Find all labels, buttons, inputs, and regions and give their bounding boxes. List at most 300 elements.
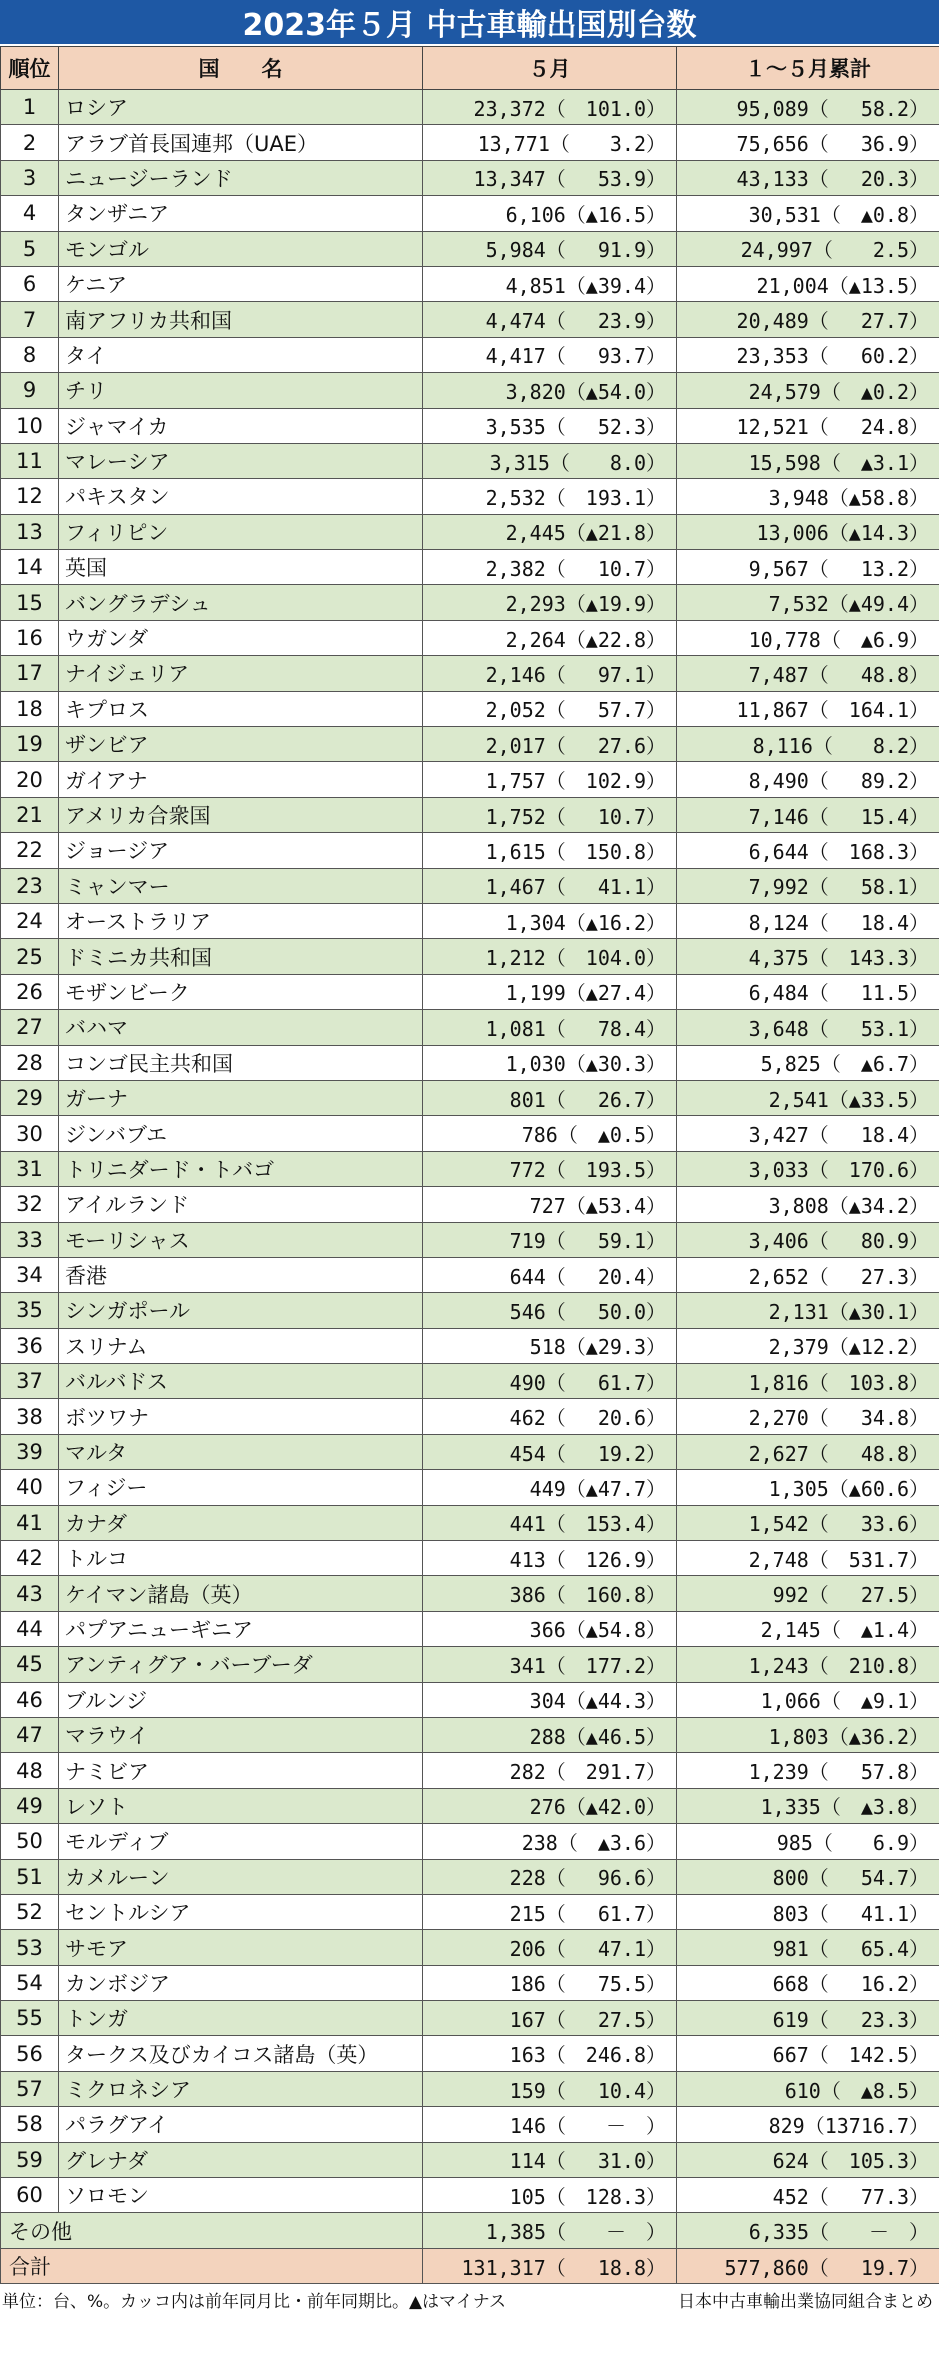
table-row [1, 231, 939, 266]
country-cell: ウガンダ [59, 620, 423, 655]
table-row [1, 1788, 939, 1823]
rank-cell: 17 [1, 656, 59, 691]
total-row [1, 2248, 939, 2283]
country-cell: ドミニカ共和国 [59, 939, 423, 974]
cumulative-cell: 23,353（ 60.2） [677, 337, 939, 372]
rank-cell: 52 [1, 1894, 59, 1929]
may-cell: 215（ 61.7） [423, 1894, 677, 1929]
country-cell: アメリカ合衆国 [59, 797, 423, 832]
header-rank: 順位 [1, 47, 59, 90]
rank-cell: 60 [1, 2178, 59, 2213]
rank-cell: 38 [1, 1399, 59, 1434]
cumulative-cell: 3,808（▲34.2） [677, 1187, 939, 1222]
rank-cell: 21 [1, 797, 59, 832]
may-cell: 1,615（ 150.8） [423, 833, 677, 868]
country-cell: セントルシア [59, 1894, 423, 1929]
country-cell: ミャンマー [59, 868, 423, 903]
rank-cell: 3 [1, 160, 59, 195]
cumulative-cell: 2,379（▲12.2） [677, 1328, 939, 1363]
may-cell: 1,752（ 10.7） [423, 797, 677, 832]
may-cell: 801（ 26.7） [423, 1080, 677, 1115]
country-cell: ニュージーランド [59, 160, 423, 195]
cumulative-cell: 7,992（ 58.1） [677, 868, 939, 903]
rank-cell: 31 [1, 1151, 59, 1186]
may-cell: 3,535（ 52.3） [423, 408, 677, 443]
cumulative-cell: 1,803（▲36.2） [677, 1717, 939, 1752]
may-cell: 6,106（▲16.5） [423, 196, 677, 231]
may-cell: 159（ 10.4） [423, 2071, 677, 2106]
table-row [1, 125, 939, 160]
cumulative-cell: 668（ 16.2） [677, 1965, 939, 2000]
country-cell: トリニダード・トバゴ [59, 1151, 423, 1186]
may-cell: 386（ 160.8） [423, 1576, 677, 1611]
country-cell: タークス及びカイコス諸島（英） [59, 2036, 423, 2071]
country-cell: ガイアナ [59, 762, 423, 797]
may-cell: 186（ 75.5） [423, 1965, 677, 2000]
table-row [1, 160, 939, 195]
country-cell: ナイジェリア [59, 656, 423, 691]
cumulative-cell: 5,825（ ▲6.7） [677, 1045, 939, 1080]
may-cell: 4,417（ 93.7） [423, 337, 677, 372]
rank-cell: 29 [1, 1080, 59, 1115]
country-cell: トンガ [59, 2001, 423, 2036]
country-cell: オーストラリア [59, 903, 423, 938]
country-cell: グレナダ [59, 2142, 423, 2177]
cumulative-cell: 829（13716.7） [677, 2107, 939, 2142]
table-row [1, 302, 939, 337]
cumulative-cell: 1,243（ 210.8） [677, 1647, 939, 1682]
cumulative-cell: 624（ 105.3） [677, 2142, 939, 2177]
country-cell: アラブ首長国連邦（UAE） [59, 125, 423, 160]
rank-cell: 54 [1, 1965, 59, 2000]
table-row [1, 1010, 939, 1045]
table-row [1, 550, 939, 585]
table-row [1, 1364, 939, 1399]
cumulative-cell: 30,531（ ▲0.8） [677, 196, 939, 231]
cumulative-cell: 4,375（ 143.3） [677, 939, 939, 974]
table-row [1, 479, 939, 514]
may-cell: 167（ 27.5） [423, 2001, 677, 2036]
cumulative-cell: 43,133（ 20.3） [677, 160, 939, 195]
cumulative-cell: 2,541（▲33.5） [677, 1080, 939, 1115]
country-cell: マレーシア [59, 443, 423, 478]
cumulative-cell: 985（ 6.9） [677, 1824, 939, 1859]
cumulative-cell: 3,406（ 80.9） [677, 1222, 939, 1257]
table-body [1, 90, 939, 2213]
may-cell: 13,771（ 3.2） [423, 125, 677, 160]
cumulative-cell: 1,239（ 57.8） [677, 1753, 939, 1788]
cumulative-cell: 11,867（ 164.1） [677, 691, 939, 726]
may-cell: 413（ 126.9） [423, 1541, 677, 1576]
rank-cell: 42 [1, 1541, 59, 1576]
cumulative-cell: 992（ 27.5） [677, 1576, 939, 1611]
table-row [1, 90, 939, 125]
table-row [1, 2107, 939, 2142]
rank-cell: 2 [1, 125, 59, 160]
cumulative-cell: 8,490（ 89.2） [677, 762, 939, 797]
cumulative-cell: 6,484（ 11.5） [677, 974, 939, 1009]
cumulative-cell: 1,305（▲60.6） [677, 1470, 939, 1505]
other-row [1, 2213, 939, 2248]
country-cell: マルタ [59, 1434, 423, 1469]
may-cell: 1,467（ 41.1） [423, 868, 677, 903]
rank-cell: 49 [1, 1788, 59, 1823]
rank-cell: 33 [1, 1222, 59, 1257]
may-cell: 1,081（ 78.4） [423, 1010, 677, 1045]
table-row [1, 1859, 939, 1894]
country-cell: ジャマイカ [59, 408, 423, 443]
table-row [1, 1930, 939, 1965]
header-row [1, 47, 939, 90]
cumulative-cell: 8,124（ 18.4） [677, 903, 939, 938]
rank-cell: 9 [1, 373, 59, 408]
may-cell: 228（ 96.6） [423, 1859, 677, 1894]
cumulative-cell: 610（ ▲8.5） [677, 2071, 939, 2106]
cumulative-cell: 1,542（ 33.6） [677, 1505, 939, 1540]
may-cell: 644（ 20.4） [423, 1257, 677, 1292]
country-cell: モルディブ [59, 1824, 423, 1859]
cumulative-cell: 803（ 41.1） [677, 1894, 939, 1929]
table-row [1, 1894, 939, 1929]
cumulative-cell: 2,627（ 48.8） [677, 1434, 939, 1469]
table-row [1, 1222, 939, 1257]
country-cell: アイルランド [59, 1187, 423, 1222]
may-cell: 1,212（ 104.0） [423, 939, 677, 974]
may-cell: 163（ 246.8） [423, 2036, 677, 2071]
may-cell: 366（▲54.8） [423, 1611, 677, 1646]
may-cell: 454（ 19.2） [423, 1434, 677, 1469]
cumulative-cell: 1,335（ ▲3.8） [677, 1788, 939, 1823]
country-cell: サモア [59, 1930, 423, 1965]
cumulative-cell: 7,487（ 48.8） [677, 656, 939, 691]
cumulative-cell: 12,521（ 24.8） [677, 408, 939, 443]
rank-cell: 19 [1, 727, 59, 762]
table-row [1, 585, 939, 620]
cumulative-cell: 24,579（ ▲0.2） [677, 373, 939, 408]
table-row [1, 1753, 939, 1788]
may-cell: 276（▲42.0） [423, 1788, 677, 1823]
table-row [1, 2036, 939, 2071]
rank-cell: 13 [1, 514, 59, 549]
table-row [1, 196, 939, 231]
rank-cell: 37 [1, 1364, 59, 1399]
may-cell: 304（▲44.3） [423, 1682, 677, 1717]
country-cell: バハマ [59, 1010, 423, 1045]
may-cell: 2,264（▲22.8） [423, 620, 677, 655]
table-row [1, 1576, 939, 1611]
rank-cell: 4 [1, 196, 59, 231]
country-cell: パプアニューギニア [59, 1611, 423, 1646]
may-cell: 2,382（ 10.7） [423, 550, 677, 585]
country-cell: カナダ [59, 1505, 423, 1540]
cumulative-cell: 1,066（ ▲9.1） [677, 1682, 939, 1717]
rank-cell: 12 [1, 479, 59, 514]
table-row [1, 974, 939, 1009]
cumulative-cell: 3,033（ 170.6） [677, 1151, 939, 1186]
cumulative-cell: 6,644（ 168.3） [677, 833, 939, 868]
country-cell: バルバドス [59, 1364, 423, 1399]
rank-cell: 26 [1, 974, 59, 1009]
table-row [1, 1293, 939, 1328]
table-row [1, 1541, 939, 1576]
table-row [1, 373, 939, 408]
table-row [1, 266, 939, 301]
cumulative-cell: 3,648（ 53.1） [677, 1010, 939, 1045]
country-cell: タンザニア [59, 196, 423, 231]
cumulative-cell: 2,652（ 27.3） [677, 1257, 939, 1292]
cumulative-cell: 20,489（ 27.7） [677, 302, 939, 337]
table-row [1, 2001, 939, 2036]
table-row [1, 939, 939, 974]
may-cell: 3,820（▲54.0） [423, 373, 677, 408]
rank-cell: 41 [1, 1505, 59, 1540]
country-cell: ナミビア [59, 1753, 423, 1788]
rank-cell: 46 [1, 1682, 59, 1717]
may-cell: 546（ 50.0） [423, 1293, 677, 1328]
other-cumulative: 6,335（ － ） [677, 2213, 939, 2248]
may-cell: 449（▲47.7） [423, 1470, 677, 1505]
country-cell: モーリシャス [59, 1222, 423, 1257]
may-cell: 2,052（ 57.7） [423, 691, 677, 726]
table-row [1, 1080, 939, 1115]
table-row [1, 1434, 939, 1469]
may-cell: 341（ 177.2） [423, 1647, 677, 1682]
may-cell: 206（ 47.1） [423, 1930, 677, 1965]
rank-cell: 44 [1, 1611, 59, 1646]
table-row [1, 1717, 939, 1752]
table-row [1, 1257, 939, 1292]
cumulative-cell: 24,997（ 2.5） [677, 231, 939, 266]
rank-cell: 6 [1, 266, 59, 301]
country-cell: モンゴル [59, 231, 423, 266]
table-row [1, 1116, 939, 1151]
may-cell: 2,532（ 193.1） [423, 479, 677, 514]
other-may: 1,385（ － ） [423, 2213, 677, 2248]
total-label: 合計 [1, 2248, 423, 2283]
total-may: 131,317（ 18.8） [423, 2248, 677, 2283]
may-cell: 2,146（ 97.1） [423, 656, 677, 691]
cumulative-cell: 7,532（▲49.4） [677, 585, 939, 620]
table-row [1, 337, 939, 372]
may-cell: 23,372（ 101.0） [423, 90, 677, 125]
total-cumulative: 577,860（ 19.7） [677, 2248, 939, 2283]
rank-cell: 39 [1, 1434, 59, 1469]
may-cell: 2,293（▲19.9） [423, 585, 677, 620]
table-row [1, 1505, 939, 1540]
table-row [1, 762, 939, 797]
rank-cell: 36 [1, 1328, 59, 1363]
rank-cell: 40 [1, 1470, 59, 1505]
cumulative-cell: 8,116（ 8.2） [677, 727, 939, 762]
country-cell: カメルーン [59, 1859, 423, 1894]
country-cell: トルコ [59, 1541, 423, 1576]
cumulative-cell: 13,006（▲14.3） [677, 514, 939, 549]
cumulative-cell: 452（ 77.3） [677, 2178, 939, 2213]
country-cell: アンティグア・バーブーダ [59, 1647, 423, 1682]
country-cell: シンガポール [59, 1293, 423, 1328]
country-cell: ブルンジ [59, 1682, 423, 1717]
rank-cell: 30 [1, 1116, 59, 1151]
country-cell: パラグアイ [59, 2107, 423, 2142]
rank-cell: 47 [1, 1717, 59, 1752]
country-cell: ジョージア [59, 833, 423, 868]
table-row [1, 833, 939, 868]
rank-cell: 8 [1, 337, 59, 372]
table-row [1, 1187, 939, 1222]
may-cell: 1,757（ 102.9） [423, 762, 677, 797]
cumulative-cell: 2,145（ ▲1.4） [677, 1611, 939, 1646]
country-cell: バングラデシュ [59, 585, 423, 620]
country-cell: ジンバブエ [59, 1116, 423, 1151]
rank-cell: 53 [1, 1930, 59, 1965]
may-cell: 2,017（ 27.6） [423, 727, 677, 762]
cumulative-cell: 10,778（ ▲6.9） [677, 620, 939, 655]
may-cell: 441（ 153.4） [423, 1505, 677, 1540]
country-cell: チリ [59, 373, 423, 408]
rank-cell: 15 [1, 585, 59, 620]
cumulative-cell: 3,948（▲58.8） [677, 479, 939, 514]
may-cell: 4,474（ 23.9） [423, 302, 677, 337]
rank-cell: 27 [1, 1010, 59, 1045]
table-row [1, 514, 939, 549]
rank-cell: 50 [1, 1824, 59, 1859]
country-cell: コンゴ民主共和国 [59, 1045, 423, 1080]
table-row [1, 1328, 939, 1363]
rank-cell: 35 [1, 1293, 59, 1328]
may-cell: 114（ 31.0） [423, 2142, 677, 2177]
rank-cell: 7 [1, 302, 59, 337]
cumulative-cell: 15,598（ ▲3.1） [677, 443, 939, 478]
header-country: 国 名 [59, 47, 423, 90]
cumulative-cell: 75,656（ 36.9） [677, 125, 939, 160]
rank-cell: 43 [1, 1576, 59, 1611]
country-cell: タイ [59, 337, 423, 372]
country-cell: スリナム [59, 1328, 423, 1363]
header-cumulative: １～５月累計 [677, 47, 939, 90]
may-cell: 727（▲53.4） [423, 1187, 677, 1222]
cumulative-cell: 2,748（ 531.7） [677, 1541, 939, 1576]
rank-cell: 22 [1, 833, 59, 868]
table-row [1, 2142, 939, 2177]
may-cell: 13,347（ 53.9） [423, 160, 677, 195]
table-row [1, 656, 939, 691]
table-row [1, 1151, 939, 1186]
rank-cell: 23 [1, 868, 59, 903]
may-cell: 1,199（▲27.4） [423, 974, 677, 1009]
table-row [1, 1045, 939, 1080]
may-cell: 518（▲29.3） [423, 1328, 677, 1363]
country-cell: カンボジア [59, 1965, 423, 2000]
may-cell: 1,304（▲16.2） [423, 903, 677, 938]
country-cell: ケイマン諸島（英） [59, 1576, 423, 1611]
country-cell: ケニア [59, 266, 423, 301]
country-cell: ソロモン [59, 2178, 423, 2213]
cumulative-cell: 95,089（ 58.2） [677, 90, 939, 125]
country-cell: ボツワナ [59, 1399, 423, 1434]
table-row [1, 443, 939, 478]
rank-cell: 14 [1, 550, 59, 585]
table-row [1, 2178, 939, 2213]
rank-cell: 51 [1, 1859, 59, 1894]
table-row [1, 1824, 939, 1859]
may-cell: 3,315（ 8.0） [423, 443, 677, 478]
cumulative-cell: 7,146（ 15.4） [677, 797, 939, 832]
rank-cell: 16 [1, 620, 59, 655]
cumulative-cell: 21,004（▲13.5） [677, 266, 939, 301]
country-cell: 英国 [59, 550, 423, 585]
cumulative-cell: 800（ 54.7） [677, 1859, 939, 1894]
rank-cell: 20 [1, 762, 59, 797]
may-cell: 2,445（▲21.8） [423, 514, 677, 549]
may-cell: 146（ － ） [423, 2107, 677, 2142]
rank-cell: 18 [1, 691, 59, 726]
may-cell: 238（ ▲3.6） [423, 1824, 677, 1859]
table-row [1, 797, 939, 832]
table-row [1, 1611, 939, 1646]
country-cell: キプロス [59, 691, 423, 726]
table-row [1, 408, 939, 443]
cumulative-cell: 1,816（ 103.8） [677, 1364, 939, 1399]
may-cell: 1,030（▲30.3） [423, 1045, 677, 1080]
rank-cell: 58 [1, 2107, 59, 2142]
rank-cell: 25 [1, 939, 59, 974]
rank-cell: 1 [1, 90, 59, 125]
cumulative-cell: 619（ 23.3） [677, 2001, 939, 2036]
country-cell: レソト [59, 1788, 423, 1823]
may-cell: 4,851（▲39.4） [423, 266, 677, 301]
may-cell: 490（ 61.7） [423, 1364, 677, 1399]
may-cell: 105（ 128.3） [423, 2178, 677, 2213]
table-row [1, 1470, 939, 1505]
export-table [0, 46, 939, 2284]
header-may: ５月 [423, 47, 677, 90]
table-row [1, 868, 939, 903]
country-cell: ミクロネシア [59, 2071, 423, 2106]
table-row [1, 1965, 939, 2000]
table-title: 2023年５月 中古車輸出国別台数 [0, 0, 939, 46]
may-cell: 462（ 20.6） [423, 1399, 677, 1434]
rank-cell: 28 [1, 1045, 59, 1080]
may-cell: 786（ ▲0.5） [423, 1116, 677, 1151]
rank-cell: 10 [1, 408, 59, 443]
country-cell: パキスタン [59, 479, 423, 514]
table-row [1, 620, 939, 655]
rank-cell: 56 [1, 2036, 59, 2071]
cumulative-cell: 2,131（▲30.1） [677, 1293, 939, 1328]
country-cell: フィジー [59, 1470, 423, 1505]
table-row [1, 727, 939, 762]
table-row [1, 1399, 939, 1434]
country-cell: フィリピン [59, 514, 423, 549]
country-cell: 南アフリカ共和国 [59, 302, 423, 337]
country-cell: ロシア [59, 90, 423, 125]
cumulative-cell: 3,427（ 18.4） [677, 1116, 939, 1151]
rank-cell: 11 [1, 443, 59, 478]
table-row [1, 691, 939, 726]
rank-cell: 59 [1, 2142, 59, 2177]
may-cell: 5,984（ 91.9） [423, 231, 677, 266]
cumulative-cell: 667（ 142.5） [677, 2036, 939, 2071]
rank-cell: 55 [1, 2001, 59, 2036]
cumulative-cell: 981（ 65.4） [677, 1930, 939, 1965]
may-cell: 282（ 291.7） [423, 1753, 677, 1788]
footer-source: 日本中古車輸出業協同組合まとめ [678, 2292, 933, 2313]
country-cell: モザンビーク [59, 974, 423, 1009]
country-cell: ザンビア [59, 727, 423, 762]
country-cell: ガーナ [59, 1080, 423, 1115]
may-cell: 772（ 193.5） [423, 1151, 677, 1186]
may-cell: 288（▲46.5） [423, 1717, 677, 1752]
